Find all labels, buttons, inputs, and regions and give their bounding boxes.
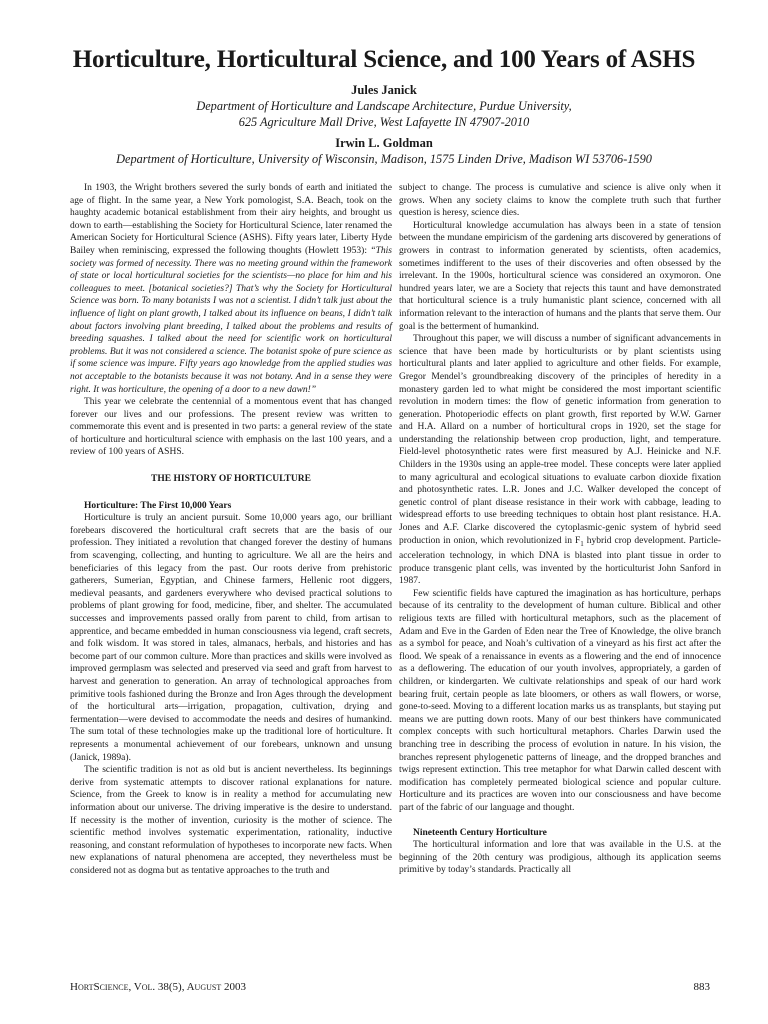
centennial-paragraph: This year we celebrate the centennial of a momentous event that has changed forever our lives and our professions. The present review was written to commemorate this event and is presented in two parts: a general review of the state of horticulture and horticultural science with emphasis on the last 100 years, and a review of 100 years of ASHS. <box>70 397 392 458</box>
advancements-text-cont: hybrid crop development. Particle-acceleration technology, in which DNA is blasted into plant tissue in order to produce transgenic plant cells, was invented by the horticulturist John Sanford in 1987. <box>399 535 721 587</box>
affiliation-purdue-line2: 625 Agriculture Mall Drive, West Lafayette IN 47907-2010 <box>238 115 530 129</box>
continuation-paragraph: subject to change. The process is cumulative and science is alive only when it grows. When any society claims to know the complete truth such that further question is heresy, science dies. <box>399 183 721 219</box>
ancient-pursuit-paragraph: Horticulture is truly an ancient pursuit. Some 10,000 years ago, our brilliant forebears discovered the horticultural craft secrets that are the basis of our profession. They initiated a revolution that changed forever the destiny of humans from scavenging, collecting, and hunting to agriculture. We all are the heirs and beneficiaries of this legacy from the past. Our roots derive from prehistoric gatherers, Sumerian, Egyptian, and Chinese farmers, Hellenic root diggers, medieval peasants, and gardeners everywhere who devised practical solutions to problems of plant growing for food, medicine, fiber, and shelter. The accumulated successes and improvements passed orally from parent to child, from artisan to apprentice, and became embedded in human consciousness via legend, craft secrets, and folk wisdom. It was stored in tales, almanacs, herbals, and histories and has become part of our common culture. More than practices and skills were involved as improved germplasm was selected and preserved via seed and graft from harvest to harvest and generation to generation. An array of technological approaches from primitive tools fashioned during the Bronze and Iron Ages through the development of the horticultural arts—irrigation, propagation, cultivation, drying and fermentation—were devised to accommodate the needs and desires of humankind. The sum total of these technologies make up the traditional lore of horticulture. It represents a monumental achievement of our forebears, unknown and unsung (Janick, 1989a). <box>70 513 392 763</box>
author-janick: Jules Janick <box>351 83 417 97</box>
subheading-first-10000-years: Horticulture: The First 10,000 Years <box>84 500 232 511</box>
knowledge-accumulation-paragraph: Horticultural knowledge accumulation has always been in a state of tension between the mundane empiricism of the gardening arts discovered by generations of growers in contrast to information generated by scientists, often academics, sometimes indifferent to the uses of their discoveries and often obsessed by the irrelevant. In the 1900s, horticultural science was considered an oxymoron. One hundred years later, we are a Society that rejects this taunt and have demonstrated that horticultural science is a truly humanistic plant science, concerned with all information relevant to the interaction of humans and the plants that serve them. Our goal is the betterment of humankind. <box>399 220 721 332</box>
right-column <box>399 182 721 877</box>
metaphors-paragraph: Few scientific fields have captured the imagination as has horticulture, perhaps because of its centrality to the development of human culture. Biblical and other religious texts are filled with horticultural metaphors, such as the placement of Adam and Eve in the Garden of Eden near the Tree of Knowledge, the olive branch as a symbol for peace, and Noah’s cultivation of a vineyard as his first act after the flood. We speak of a renaissance in events as a flowering and the end of innocence as a deflowering. The education of our youth involves, appropriately, a garden of children, or kindergarten. We cultivate relationships and speak of our hard work bearing fruit, certain people as late bloomers, or others as wall flowers, or worse, gone-to-seed. Moving to a different location marks us as transplants, but staying put means we are putting down roots. Many of our best thinkers have communicated complex concepts with such horticultural metaphors. Charles Darwin used the branching tree in describing the process of evolution in nature. In his vision, the branches represent phylogenetic patterns of lineage, and the dropped branches and twigs represent extinction. This tree metaphor for what Darwin called descent with modification has completely permeated biological science and popular culture. Horticulture and its practices are woven into our consciousness and have become part of the fabric of our language and thought. <box>399 588 721 813</box>
paper-title: Horticulture, Horticultural Science, and 100 Years of ASHS <box>72 46 696 73</box>
scientific-tradition-paragraph: The scientific tradition is not as old but is ancient nevertheless. Its beginnings derive from systematic attempts to discover rational explanations for nature. Science, from the Greek to know is in reality a method for accumulating new information about our universe. The driving imperative is the desire to understand. If necessity is the mother of invention, curiosity is the mother of science. The scientific method involves systematic experimentation, rationality, inductive reasoning, and constant reformulation of hypotheses to incorporate new facts. When new explanations of natural phenomena are accepted, they nevertheless must be considered not as dogma but as tentative approaches to the truth and <box>70 765 392 876</box>
affiliation-wisconsin: Department of Horticulture, University of Wisconsin, Madison, 1575 Linden Drive, Madison WI 53706-1590 <box>116 152 652 166</box>
nineteenth-century-paragraph: The horticultural information and lore that was available in the U.S. at the beginning of the 20th century was prodigious, although its application seems primitive by today’s standards. Practically all <box>399 840 721 876</box>
f1-subscript: 1 <box>580 539 584 548</box>
journal-footer: HortScience, Vol. 38(5), August 2003 <box>70 981 246 993</box>
advancements-paragraph <box>399 333 721 588</box>
advancements-text: Throughout this paper, we will discuss a number of significant advancements in science that have been made by horticulturists or by plant scientists using horticultural plants and later applied to agriculture and other fields. For example, Gregor Mendel’s groundbreaking discovery of the principles of heredity in a monastery garden led to what might be considered the most important scientific revolution in modern times: the flow of genetic information from generation to generation. Photoperiodic effects on plant growth, first reported by W.W. Garner and H.A. Allard on a number of horticultural crops in 1920, set the stage for understanding the relationship between crop production, light, and temperature. Field-level photosynthetic rates were first measured by A.J. Heinicke and N.F. Childers in the 1930s using an apple-tree model. These concepts were later applied to many agricultural and ecological situations to evaluate carbon dioxide fixation and photosynthetic rates. L.R. Jones and J.C. Walker developed the concept of genetic control of plant disease resistance in their work with cabbage, leading to widespread efforts to use breeding techniques to obtain host plant resistance. H.A. Jones and A.F. Clarke discovered the cytoplasmic-genic system of hybrid seed production in onion, which revolutionized in F <box>399 334 721 546</box>
intro-text: In 1903, the Wright brothers severed the surly bonds of earth and initiated the age of flight. In the same year, a New York pomologist, S.A. Beach, took on the haughty academic botanical establishment from their airy heights, and brought us down to earth—establishing the Society for Horticultural Science, later renamed the American Society for Horticultural Science (ASHS). Fifty years later, Liberty Hyde Bailey when reminiscing, expressed the following thoughts (Howlett 1953): <box>70 183 392 256</box>
author-goldman: Irwin L. Goldman <box>335 136 433 150</box>
bailey-quote: “This society was formed of necessity. There was no meeting ground within the framework of state or local horticultural societies for the scientists—no place for him and his colleagues to meet. [botanical societies?] That’s why the Society for Horticultural Science was born. To many botanists I was not a scientist. I didn’t talk just about the influence of light on plant growth, I talked about its influence on beans, I didn’t talk about factors involving plant breeding, I talked about the problems and results of breeding squashes. I talked about the need for scientific work on horticultural problems. But it was not considered a science. The botanist spoke of pure science as if some science was impure. Fifty years ago knowledge from the applied studies was not acceptable to the botanists because it was not botany. And in a sense they were right. It was horticulture, the opening of a door to a new dawn!” <box>70 245 392 395</box>
affiliation-purdue-line1: Department of Horticulture and Landscape Architecture, Purdue University, <box>196 99 572 113</box>
page-number: 883 <box>693 981 710 993</box>
left-column <box>70 182 392 877</box>
subheading-nineteenth-century: Nineteenth Century Horticulture <box>413 827 547 838</box>
intro-paragraph <box>70 182 392 396</box>
section-heading: THE HISTORY OF HORTICULTURE <box>151 474 311 485</box>
